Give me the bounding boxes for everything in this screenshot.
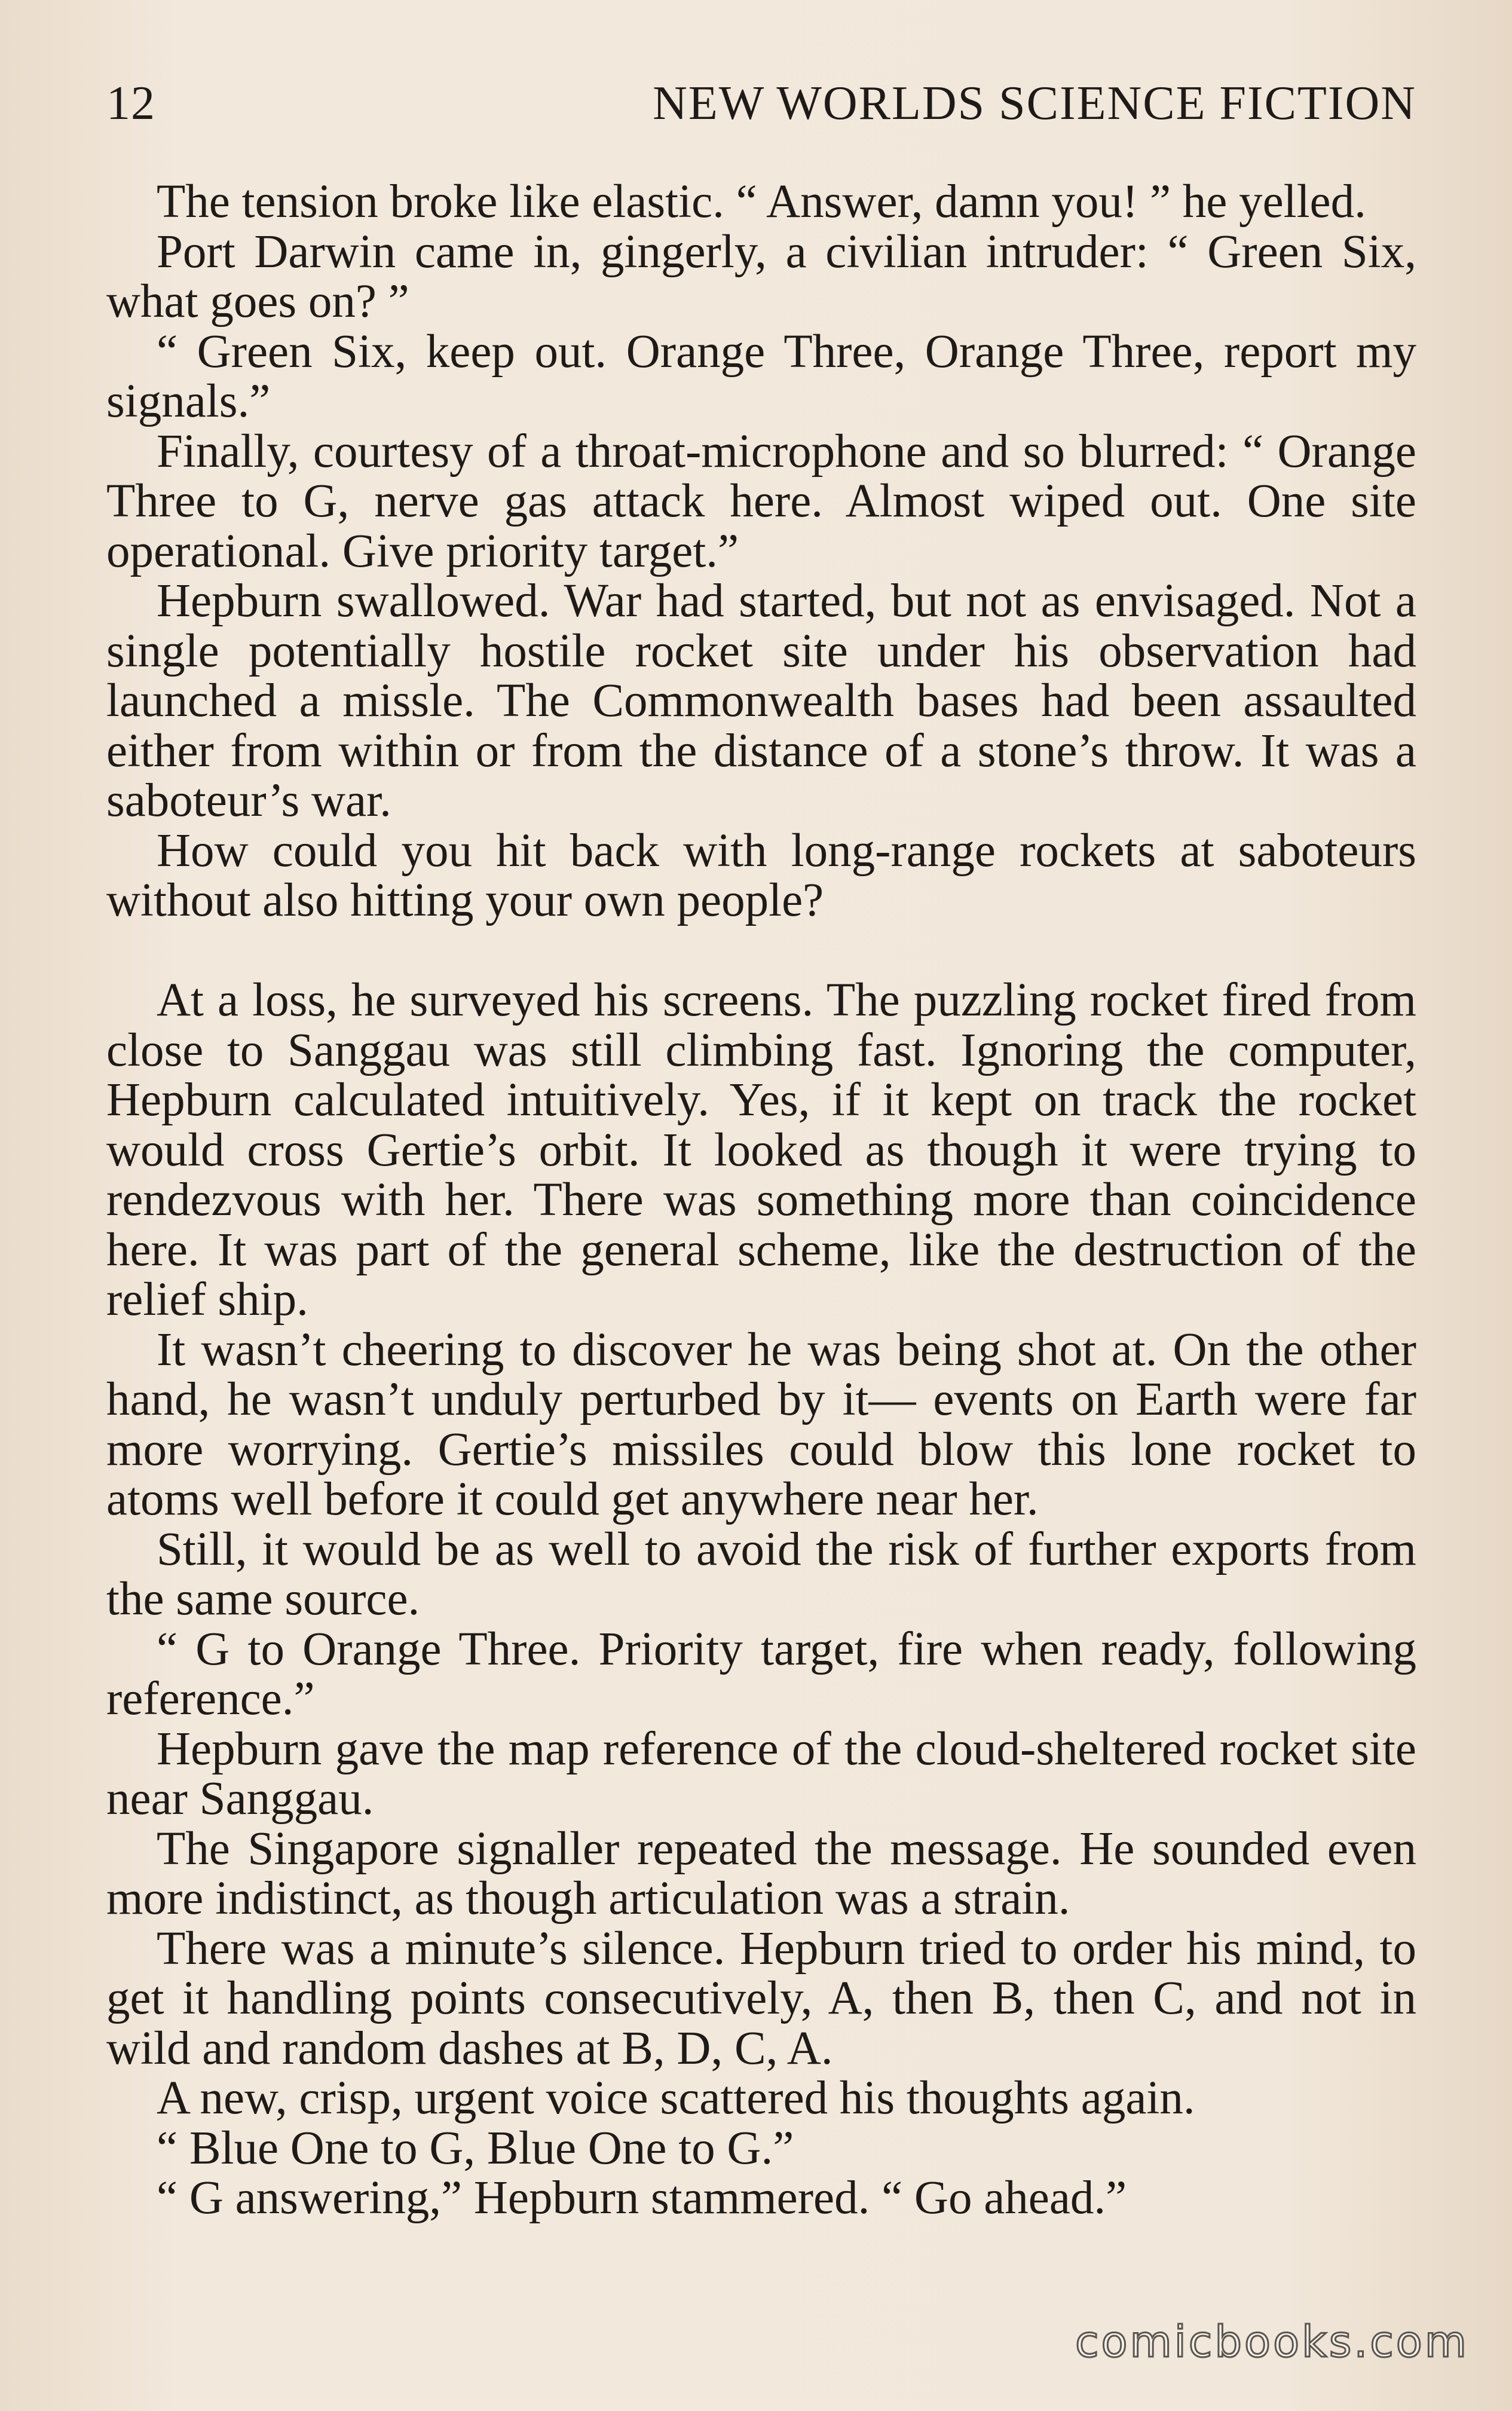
paragraph: It wasn’t cheering to discover he was being shot at. On the other hand, he wasn’t unduly perturbed by it— events on Earth were far more worrying. Gertie’s missiles could blow this lone rocket to atoms well before it could get anywhere near her. (106, 1323, 1416, 1525)
body-text (106, 177, 1416, 2223)
paragraph: Still, it would be as well to avoid the risk of further exports from the same source. (106, 1523, 1416, 1625)
paragraph: Finally, courtesy of a throat-microphone and so blurred: “ Orange Three to G, nerve gas attack here. Almost wiped out. One site operational. Give priority target.” (106, 425, 1416, 577)
paragraph: “ G answering,” Hepburn stammered. “ Go ahead.” (157, 2172, 1127, 2224)
paragraph: A new, crisp, urgent voice scattered his thoughts again. (157, 2072, 1195, 2124)
paragraph: “ G to Orange Three. Priority target, fire when ready, following reference.” (106, 1623, 1416, 1725)
paragraph: The Singapore signaller repeated the message. He sounded even more indistinct, as though articulation was a strain. (106, 1822, 1416, 1924)
paragraph: How could you hit back with long-range rockets at saboteurs without also hitting your own people? (106, 824, 1416, 926)
paragraph: The tension broke like elastic. “ Answer, damn you! ” he yelled. (157, 176, 1366, 228)
paragraph: There was a minute’s silence. Hepburn tried to order his mind, to get it handling points consecutively, A, then B, then C, and not in wild and random dashes at B, D, C, A. (106, 1922, 1416, 2075)
page-header (106, 77, 1416, 131)
watermark: comicbooks.com (1075, 2317, 1469, 2367)
paragraph: Port Darwin came in, gingerly, a civilian intruder: “ Green Six, what goes on? ” (106, 225, 1416, 328)
paragraph: Hepburn gave the map reference of the cloud-sheltered rocket site near Sanggau. (106, 1722, 1416, 1825)
paragraph: “ Blue One to G, Blue One to G.” (157, 2122, 794, 2174)
page-number: 12 (106, 77, 155, 130)
paragraph: “ Green Six, keep out. Orange Three, Orange Three, report my signals.” (106, 325, 1416, 427)
paragraph: Hepburn swallowed. War had started, but not as envisaged. Not a single potentially hostile rocket site under his observation had launched a missle. The Commonwealth bases had been assaulted either from within or from the distance of a stone’s throw. It was a saboteur’s war. (106, 575, 1416, 827)
paragraph: At a loss, he surveyed his screens. The puzzling rocket fired from close to Sanggau was still climbing fast. Ignoring the computer, Hepburn calculated intuitively. Yes, if it kept on track the rocket would cross Gertie’s orbit. It looked as though it were trying to rendezvous with her. There was something more than coincidence here. It was part of the general scheme, like the destruction of the relief ship. (106, 974, 1416, 1326)
running-title: NEW WORLDS SCIENCE FICTION (653, 77, 1416, 130)
